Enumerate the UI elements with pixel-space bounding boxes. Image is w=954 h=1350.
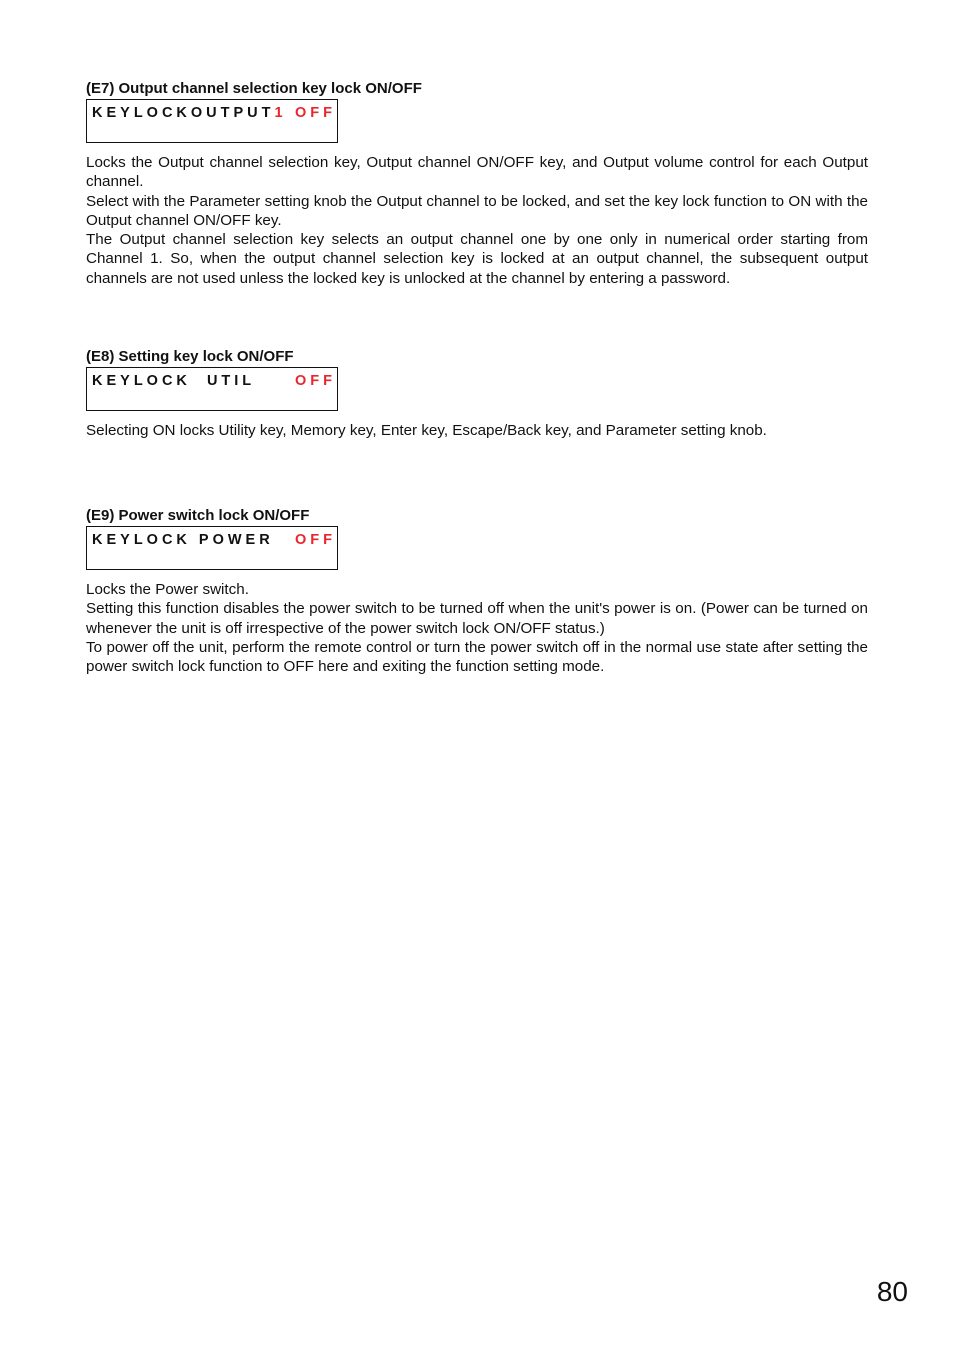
paragraph: Locks the Output channel selection key, Output channel ON/OFF key, and Output volume control for each Output channel. [86, 154, 868, 191]
paragraph: Selecting ON locks Utility key, Memory key, Enter key, Escape/Back key, and Parameter setting knob. [86, 422, 767, 439]
lcd-text: KEYLOCK UTIL [92, 373, 256, 389]
section-body [86, 580, 868, 676]
section-heading: (E7) Output channel selection key lock ON/OFF [86, 80, 422, 97]
lcd-status: OFF [295, 532, 336, 548]
lcd-status: OFF [295, 373, 336, 389]
paragraph: Setting this function disables the power switch to be turned off when the unit's power is on. (Power can be turned on whenever the unit is off irrespective of the power switch lock ON/OFF status.) [86, 600, 868, 637]
lcd-text: KEYLOCK POWER [92, 532, 274, 548]
section-body [86, 153, 868, 288]
paragraph: Locks the Power switch. [86, 581, 249, 598]
section-e8 [86, 348, 868, 440]
lcd-text: KEYLOCKOUTPUT1 [92, 105, 287, 121]
section-heading: (E9) Power switch lock ON/OFF [86, 507, 310, 524]
lcd-display [86, 367, 338, 411]
lcd-status: OFF [295, 105, 336, 121]
page-number: 80 [876, 1276, 908, 1307]
lcd-display [86, 526, 338, 570]
lcd-channel: 1 [274, 105, 287, 121]
lcd-display [86, 99, 338, 143]
paragraph: To power off the unit, perform the remote control or turn the power switch off in the normal use state after setting the power switch lock function to OFF here and exiting the function setting mode. [86, 638, 868, 676]
section-e9 [86, 507, 868, 676]
section-heading: (E8) Setting key lock ON/OFF [86, 348, 294, 365]
section-e7 [86, 80, 868, 288]
section-body [86, 421, 868, 440]
paragraph: Select with the Parameter setting knob the Output channel to be locked, and set the key lock function to ON with the Output channel ON/OFF key. [86, 192, 868, 229]
paragraph: The Output channel selection key selects an output channel one by one only in numerical order starting from Channel 1. So, when the output channel selection key is locked at an output channel, the subsequent output channels are not used unless the locked key is unlocked at the channel by entering a password. [86, 231, 868, 287]
